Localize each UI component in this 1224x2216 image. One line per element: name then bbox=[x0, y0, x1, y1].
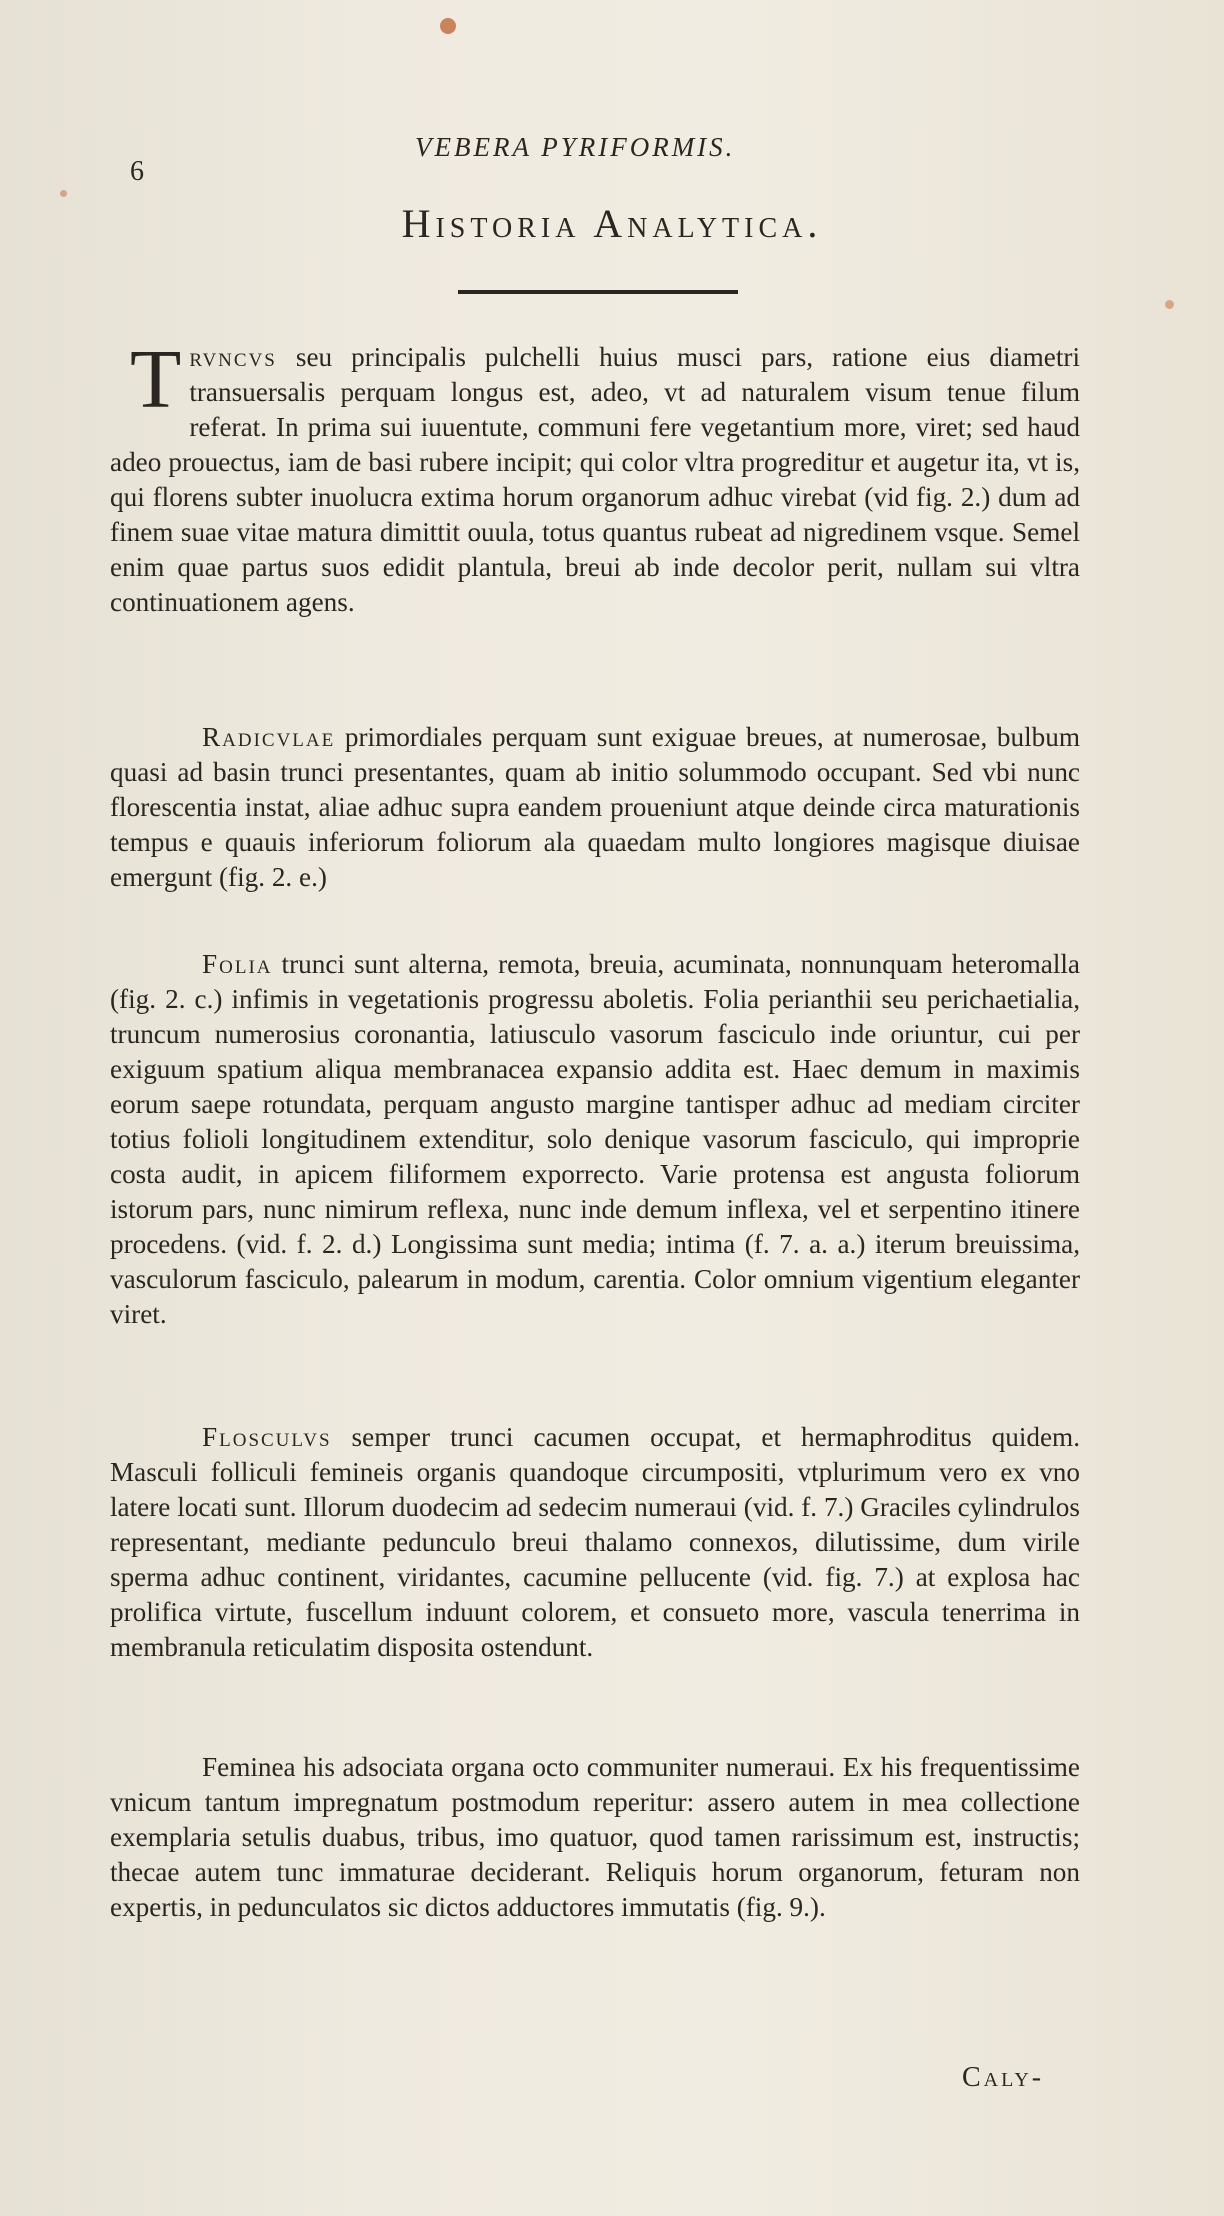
paragraph-radiculae bbox=[110, 720, 1080, 895]
paragraph-body: semper trunci cacumen occupat, et hermaphroditus quidem. Masculi folliculi femineis organis quandoque circumpositi, vtplurimum vero ex vno latere locati sunt. Illorum duodecim ad sedecim numeraui (vid. f. 7.) Graciles cylindrulos representant, mediante pedunculo breui thalamo connexos, dilutissime, dum virile sperma adhuc continent, viridantes, cacumine pellucente (vid. fig. 7.) at explosa hac prolifica virtute, fuscellum induunt colorem, et consueto more, vascula tenerrima in membranula reticulatim disposita ostendunt. bbox=[110, 1422, 1080, 1662]
running-title: VEBERA PYRIFORMIS. bbox=[415, 132, 736, 162]
paragraph-flosculus bbox=[110, 1420, 1080, 1665]
foxing-spot bbox=[60, 190, 67, 197]
foxing-spot bbox=[440, 18, 456, 34]
paragraph-feminea bbox=[110, 1750, 1080, 1925]
title-rule bbox=[458, 290, 738, 294]
paragraph-body: trunci sunt alterna, remota, breuia, acuminata, nonnunquam heteromalla (fig. 2. c.) infimis in vegetationis progressu aboletis. Folia perianthii seu perichaetialia, truncum numerosius coronantia, latiusculo vasorum fasciculo inde oriuntur, cui per exiguum spatium aliqua membranacea expansio addita est. Haec demum in maximis eorum saepe rotundata, perquam angusto margine tantisper adhuc ad mediam circiter totius folioli longitudinem extenditur, solo denique vasorum fasciculo, qui improprie costa audit, in apicem filiformem exporrecto. Varie protensa est angusta foliorum istorum pars, nunc nimirum reflexa, nunc inde demum inflexa, vel et serpentino itinere procedens. (vid. f. 2. d.) Longissima sunt media; intima (f. 7. a. a.) iterum breuissima, vasculorum fasciculo, palearum in modum, carentia. Color omnium vigentium eleganter viret. bbox=[110, 949, 1080, 1329]
foxing-spot bbox=[1165, 300, 1174, 309]
section-title: Historia Analytica. bbox=[401, 201, 823, 246]
lead-word: Flosculvs bbox=[202, 1422, 332, 1452]
paragraph-text bbox=[110, 1420, 1080, 1665]
page-header bbox=[130, 132, 1090, 187]
page-number: 6 bbox=[130, 156, 144, 187]
paragraph-text bbox=[110, 720, 1080, 895]
lead-word: rvncvs bbox=[189, 342, 277, 372]
paragraph-body: seu principalis pulchelli huius musci pars, ratione eius diametri transuersalis perquam longus est, adeo, vt ad naturalem visum tenue filum referat. In prima sui iuuentute, communi fere vegetantium more, viret; sed haud adeo prouectus, iam de basi rubere incipit; qui color vltra progreditur et augetur ita, vt is, qui florens subter inuolucra extima horum organorum adhuc virebat (vid fig. 2.) dum ad finem suae vitae matura dimittit ouula, totus quantus rubeat ad nigredinem vsque. Semel enim quae partus suos edidit plantula, breui ab inde decolor perit, nullam sui vltra continuationem agens. bbox=[110, 342, 1080, 617]
lead-word: Folia bbox=[202, 949, 273, 979]
paragraph-text bbox=[110, 947, 1080, 1332]
paragraph-text bbox=[110, 333, 1080, 620]
paragraph-text bbox=[110, 1750, 1080, 1925]
drop-cap: T bbox=[130, 333, 182, 426]
lead-word: Radicvlae bbox=[202, 722, 336, 752]
paragraph-truncus bbox=[110, 333, 1080, 620]
catchword: Caly- bbox=[962, 2062, 1045, 2093]
paragraph-body: primordiales perquam sunt exiguae breues, at numerosae, bulbum quasi ad basin trunci presentantes, quam ab initio solummodo occupant. Sed vbi nunc florescentia instat, aliae adhuc supra eandem proueniunt atque deinde circa maturationis tempus e quauis inferiorum foliorum ala quaedam multo longiores magisque diuisae emergunt (fig. 2. e.) bbox=[110, 722, 1080, 892]
paragraph-folia bbox=[110, 947, 1080, 1332]
paragraph-body: Feminea his adsociata organa octo communiter numeraui. Ex his frequentissime vnicum tantum impregnatum postmodum reperitur: assero autem in mea collectione exemplaria setulis duabus, tribus, imo quatuor, quod tamen rarissimum est, instructis; thecae autem tunc immaturae deciderant. Reliquis horum organorum, feturam non expertis, in pedunculatos sic dictos adductores immutatis (fig. 9.). bbox=[110, 1752, 1080, 1922]
